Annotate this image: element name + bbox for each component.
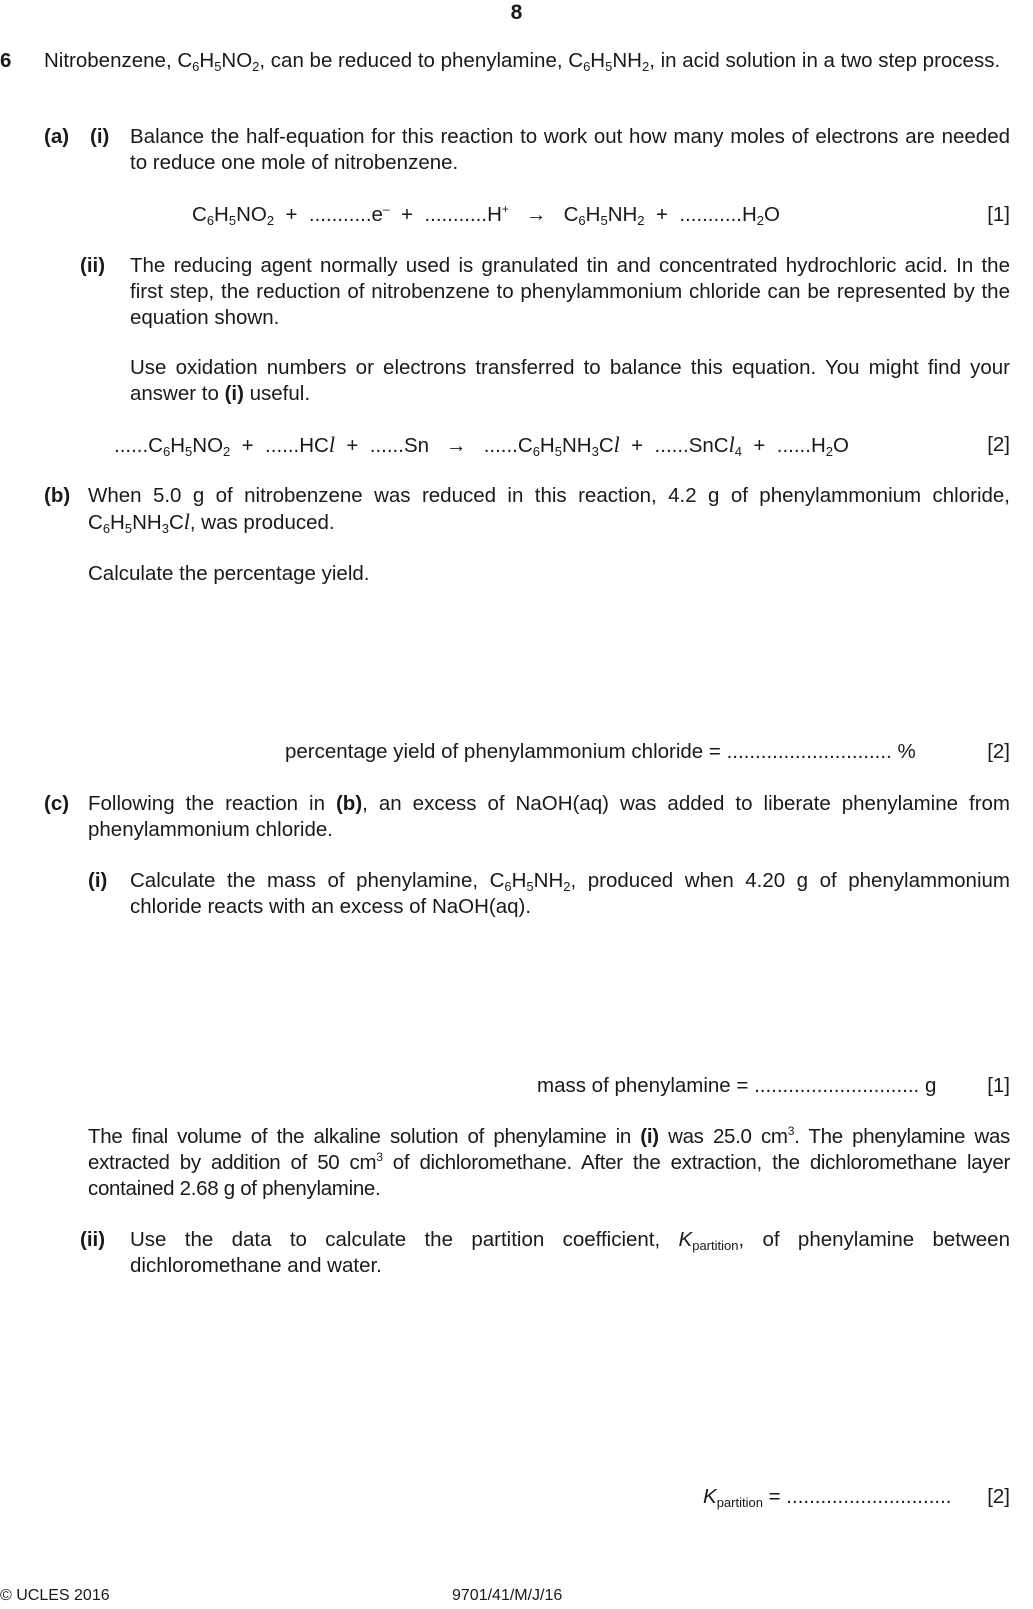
part-a-i-text: Balance the half-equation for this reaction to work out how many moles of electrons are needed to reduce one mole of nitrobenzene. [130,125,1010,174]
question-intro: Nitrobenzene, $C_6H_5NO_2$, can be reduced to phenylamine, $C_6H_5NH_2$, in acid solution in a two step process. [44,49,1001,74]
part-c-i-marks: [1] [987,1074,1010,1097]
part-a-label: (a) [44,125,70,148]
question-number: 6 [0,49,12,72]
extraction-info: The final volume of the alkaline solution of phenylamine in (i) was 25.0 $cm^3$. The phenylamine was extracted by addition of 50 $cm^3$ of dichloromethane. After the extraction, the dichloromethane layer contained 2.68 g of phenylamine. [88,1124,1010,1200]
part-b-instruction: Calculate the percentage yield. [88,562,370,585]
part-c-text: Following the reaction in (b), an excess of NaOH(aq) was added to liberate phenylamine from phenylammonium chloride. [88,792,1010,841]
part-b-text: When 5.0 g of nitrobenzene was reduced in this reaction, 4.2 g of phenylammonium chloride, $C_6H_5NH_3Cl$, was produced. [88,484,1010,536]
part-c-ii-answer-line: $K_{partition}$ = ............................. [703,1485,952,1510]
part-c-i-answer-line: mass of phenylamine = ............................. g [537,1074,937,1097]
part-a-ii-label: (ii) [80,254,106,277]
part-c-i-text: Calculate the mass of phenylamine, $C_6H_5NH_2$, produced when 4.20 g of phenylammonium chloride reacts with an excess of NaOH(aq). [130,869,1010,918]
part-b-answer-line: percentage yield of phenylammonium chloride = ............................. % [285,740,916,763]
part-a-i-marks: [1] [987,203,1010,226]
arrow-icon: → [526,203,547,226]
part-c-ii-marks: [2] [987,1485,1010,1508]
part-a-ii-instruction: Use oxidation numbers or electrons transferred to balance this equation. You might find your answer to (i) useful. [130,356,1010,405]
arrow-icon: → [446,434,467,457]
part-a-ii-text: The reducing agent normally used is granulated tin and concentrated hydrochloric acid. In the first step, the reduction of nitrobenzene to phenylammonium chloride can be represented by the equation shown. [130,254,1010,329]
half-equation: $C_6H_5NO_2 + ...........e^- + ...........H^+$ → $C_6H_5NH_2 + ...........H_2O$ [192,202,780,228]
page-number: 8 [510,1,523,24]
part-c-ii-label: (ii) [80,1228,106,1251]
part-c-label: (c) [44,792,70,815]
footer-copyright: © UCLES 2016 [0,1587,110,1604]
part-a-i-label: (i) [90,125,110,148]
part-a-ii-marks: [2] [987,433,1010,456]
part-c-i-label: (i) [88,869,108,892]
footer-code: 9701/41/M/J/16 [452,1587,563,1604]
redox-equation: $......C_6H_5NO_2 + ......HCl + ......Sn$ → $......C_6H_5NH_3Cl$ + ......SnCl$_4$ + $......H_2O$ [114,432,849,459]
part-b-label: (b) [44,484,71,507]
part-c-ii-text: Use the data to calculate the partition coefficient, $K_{partition}$, of phenylamine between dichloromethane and water. [130,1228,1010,1277]
part-b-marks: [2] [987,740,1010,763]
